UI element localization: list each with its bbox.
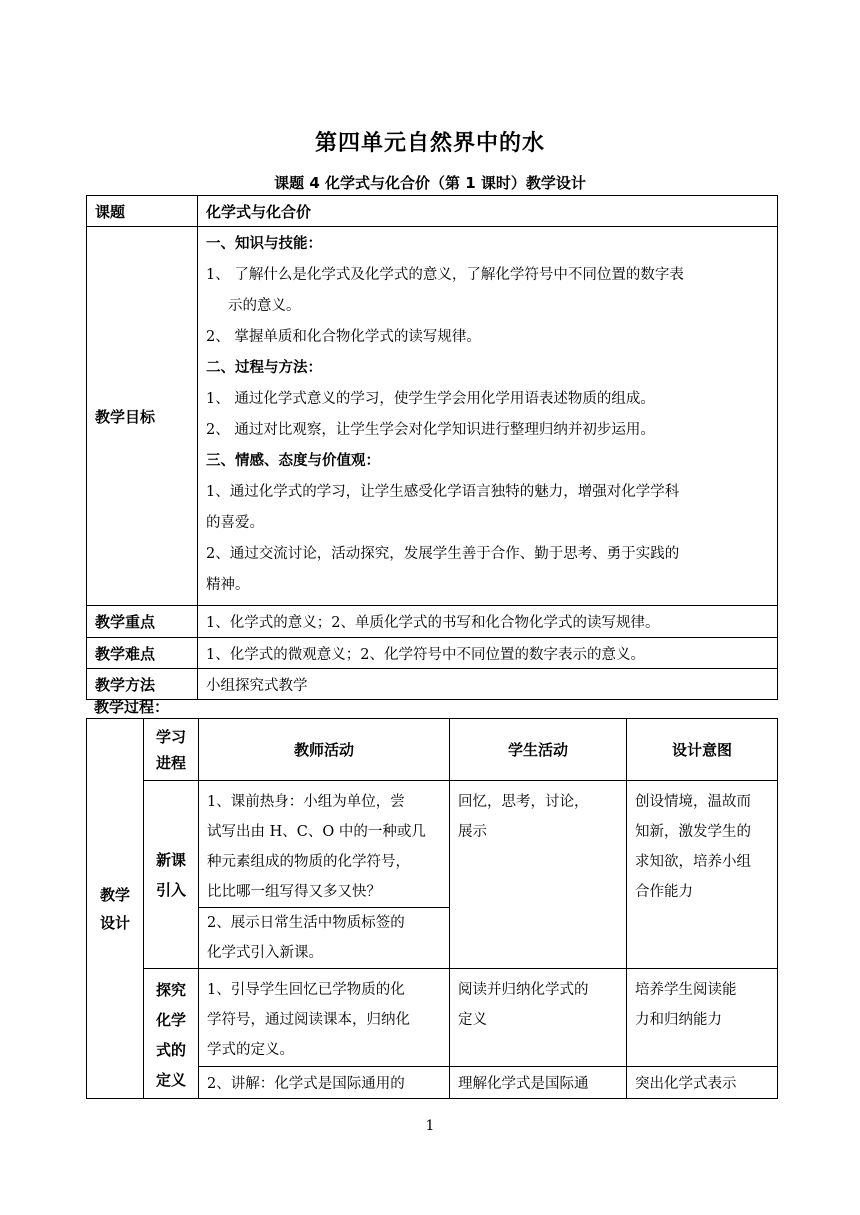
text-line: 展示 [458, 824, 487, 840]
text-line: 定义 [458, 1012, 487, 1028]
definition-row-1 [87, 969, 778, 1067]
key-points-label: 教学重点 [87, 606, 198, 638]
stage-header-line: 学习 [155, 727, 186, 746]
document-title: 第四单元自然界中的水 [314, 131, 545, 156]
key-points-value: 1、化学式的意义；2、单质化学式的书写和化合物化学式的读写规律。 [198, 606, 778, 638]
teacher-activity-3 [199, 969, 450, 1067]
intent-header: 设计意图 [627, 719, 778, 781]
teacher-activity-1 [199, 781, 450, 908]
student-header: 学生活动 [450, 719, 627, 781]
topic-value: 化学式与化合价 [198, 196, 778, 227]
difficulty-label: 教学难点 [87, 638, 198, 669]
teacher-activity-4: 2、讲解：化学式是国际通用的 [199, 1067, 450, 1099]
goal-item: 1、通过化学式的学习，让学生感受化学语言独特的魅力，增强对化学学科 [206, 484, 680, 500]
key-points-row [87, 606, 778, 638]
student-activity-3 [450, 969, 627, 1067]
goal-heading: 二、过程与方法： [206, 360, 322, 376]
goal-heading: 一、知识与技能： [206, 236, 322, 252]
stage-intro-line: 引入 [155, 880, 186, 899]
goal-item: 示的意义。 [228, 298, 301, 314]
topic-row [87, 196, 778, 227]
document-subtitle: 课题 4 化学式与化合价（第 1 课时）教学设计 [274, 174, 586, 192]
difficulty-value: 1、化学式的微观意义；2、化学符号中不同位置的数字表示的意义。 [198, 638, 778, 669]
text-line: 力和归纳能力 [635, 1012, 722, 1028]
student-activity-4: 理解化学式是国际通 [450, 1067, 627, 1099]
text-line: 比比哪一组写得又多又快？ [207, 884, 381, 900]
goal-item: 1、 通过化学式意义的学习，使学生学会用化学用语表述物质的组成。 [206, 391, 655, 407]
goal-item: 1、 了解什么是化学式及化学式的意义，了解化学符号中不同位置的数字表 [206, 267, 684, 283]
text-line: 求知欲，培养小组 [635, 854, 751, 870]
process-label: 教学过程： [94, 698, 170, 716]
goals-row [87, 227, 778, 606]
text-line: 培养学生阅读能 [635, 982, 737, 998]
goal-item: 2、 通过对比观察，让学生学会对化学知识进行整理归纳并初步运用。 [206, 422, 655, 438]
goal-heading: 三、情感、态度与价值观： [206, 453, 380, 469]
text-line: 回忆，思考，讨论， [458, 794, 589, 810]
goal-item: 2、 掌握单质和化合物化学式的读写规律。 [206, 329, 481, 345]
section-label [87, 719, 144, 1099]
intro-row-1 [87, 781, 778, 908]
text-line: 试写出由 H、C、O 中的一种或几 [207, 824, 426, 840]
text-line: 学符号，通过阅读课本，归纳化 [207, 1012, 410, 1028]
teacher-header: 教师活动 [199, 719, 450, 781]
text-line: 1、引导学生回忆已学物质的化 [207, 982, 405, 998]
stage-definition-line: 定义 [155, 1071, 186, 1089]
stage-header [144, 719, 199, 781]
topic-label: 课题 [87, 196, 198, 227]
stage-intro [144, 781, 199, 969]
text-line: 2、展示日常生活中物质标签的 [207, 915, 405, 931]
goal-item: 精神。 [206, 577, 250, 593]
stage-intro-line: 新课 [155, 850, 186, 869]
goal-item: 2、通过交流讨论，活动探究，发展学生善于合作、勤于思考、勇于实践的 [206, 546, 680, 562]
method-label: 教学方法 [87, 669, 198, 700]
goal-item: 的喜爱。 [206, 515, 264, 531]
stage-definition-line: 化学 [155, 1011, 186, 1029]
teacher-activity-2 [199, 908, 450, 969]
stage-definition-line: 式的 [155, 1041, 186, 1059]
design-intent-3 [627, 969, 778, 1067]
text-line: 创设情境，温故而 [635, 794, 751, 810]
method-value: 小组探究式教学 [198, 669, 778, 700]
text-line: 合作能力 [635, 884, 693, 900]
text-line: 知新，激发学生的 [635, 824, 751, 840]
goals-content [198, 227, 778, 606]
design-intent-4: 突出化学式表示 [627, 1067, 778, 1099]
text-line: 化学式引入新课。 [207, 945, 323, 961]
info-table [86, 195, 778, 700]
page-number: 1 [425, 1118, 435, 1134]
text-line: 1、课前热身：小组为单位，尝 [207, 794, 405, 810]
stage-definition [144, 969, 199, 1099]
text-line: 学式的定义。 [207, 1042, 294, 1058]
text-line: 阅读并归纳化学式的 [458, 982, 589, 998]
student-activity-intro [450, 781, 627, 969]
stage-definition-line: 探究 [155, 981, 186, 999]
design-intent-intro [627, 781, 778, 969]
text-line: 种元素组成的物质的化学符号， [207, 854, 410, 870]
process-table [86, 718, 778, 1099]
difficulty-row [87, 638, 778, 669]
process-header-row [87, 719, 778, 781]
section-label-line: 设计 [99, 913, 130, 932]
method-row [87, 669, 778, 700]
section-label-line: 教学 [99, 885, 130, 904]
stage-header-line: 进程 [155, 753, 186, 772]
goals-label: 教学目标 [87, 227, 198, 606]
